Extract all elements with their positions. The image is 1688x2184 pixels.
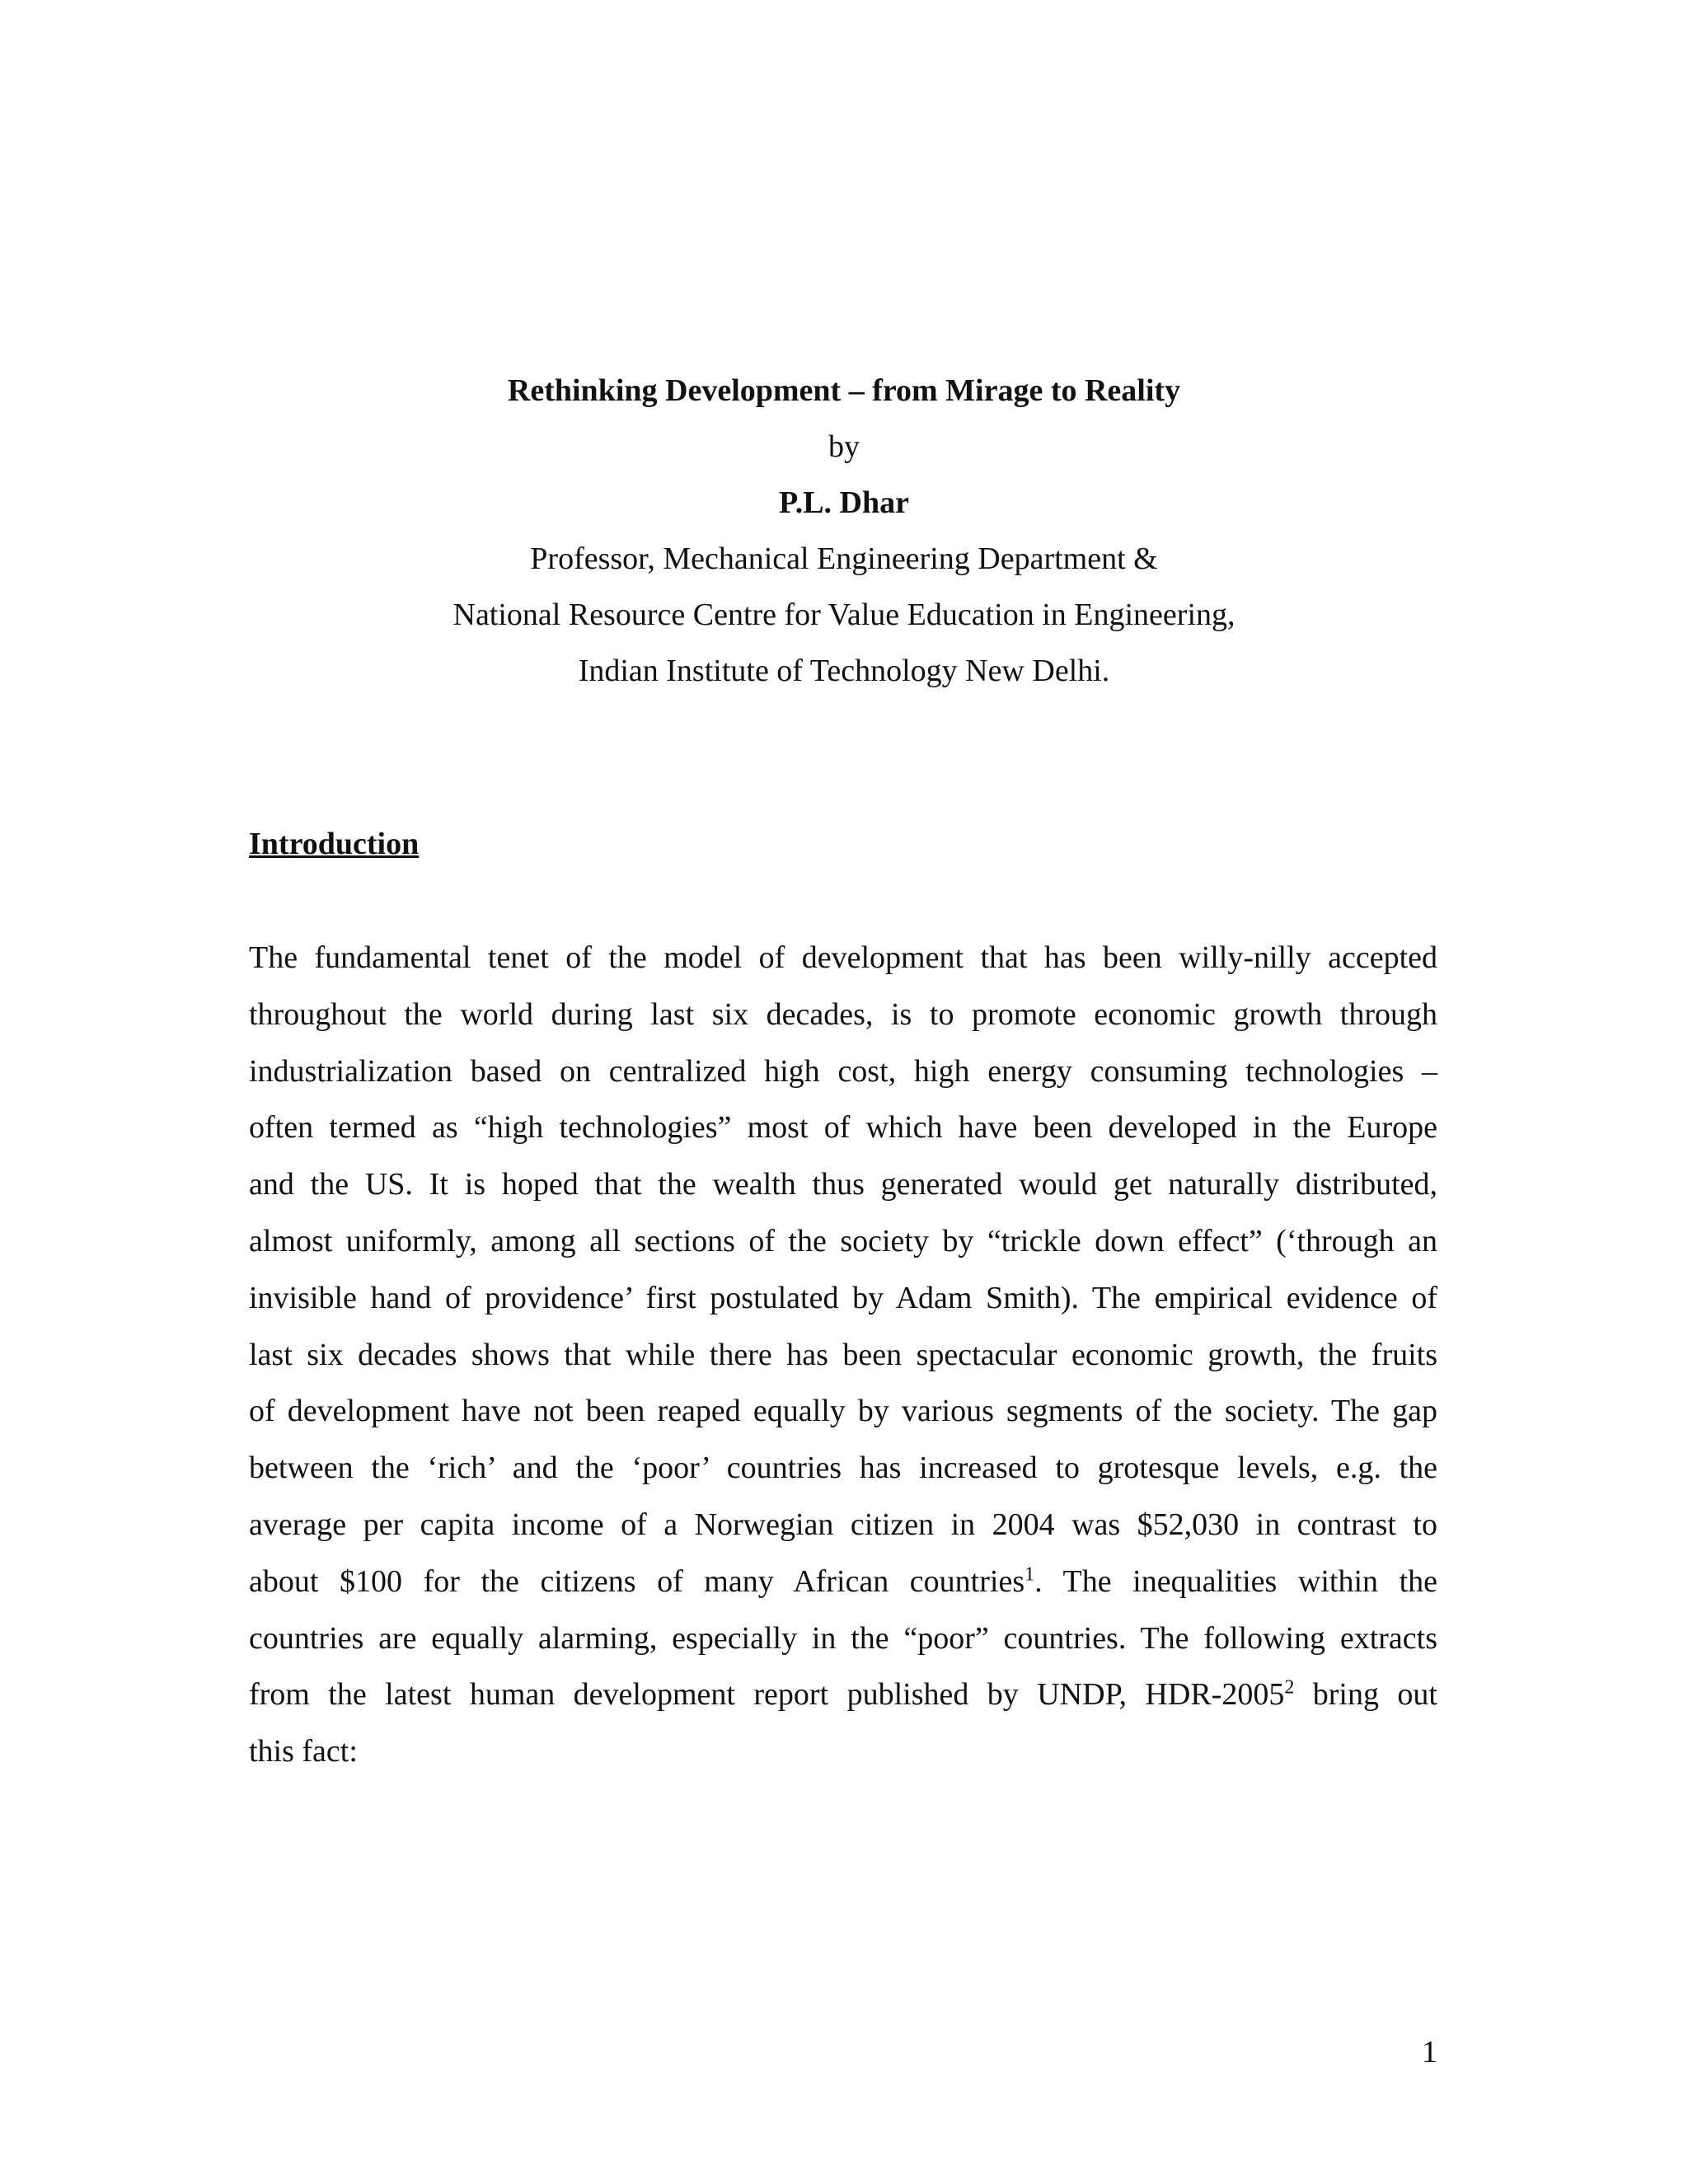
- paragraph-line: industrialization based on centralized high cost, high energy consuming technologies –: [249, 1053, 1437, 1089]
- author-affiliation-line-1: Professor, Mechanical Engineering Department &: [530, 541, 1158, 576]
- author-name: P.L. Dhar: [778, 485, 909, 520]
- paragraph-text: . The inequalities within the: [1034, 1563, 1438, 1599]
- paragraph-line: often termed as “high technologies” most of which have been developed in the Europe: [249, 1110, 1437, 1146]
- paragraph-line: throughout the world during last six decades, is to promote economic growth through: [249, 996, 1437, 1032]
- author-affiliation-line-2: National Resource Centre for Value Education in Engineering,: [452, 598, 1236, 632]
- paragraph-line: average per capita income of a Norwegian citizen in 2004 was $52,030 in contrast to: [249, 1507, 1437, 1542]
- title-block: [0, 363, 1688, 699]
- footnote-reference-1[interactable]: 1: [1025, 1563, 1035, 1586]
- paragraph-line: last six decades shows that while there has been spectacular economic growth, the fruits: [249, 1337, 1437, 1372]
- paragraph-text: bring out: [1294, 1677, 1437, 1713]
- paragraph-line: this fact:: [249, 1734, 358, 1769]
- paragraph-line-with-footnote-2: [249, 1666, 1437, 1723]
- page-number: 1: [1422, 2035, 1437, 2069]
- paragraph-line-with-footnote-1: [249, 1554, 1437, 1610]
- paragraph-line: of development have not been reaped equally by various segments of the society. The gap: [249, 1394, 1437, 1429]
- footnote-reference-2[interactable]: 2: [1284, 1676, 1295, 1699]
- paragraph-line: and the US. It is hoped that the wealth thus generated would get naturally distributed,: [249, 1167, 1437, 1202]
- document-title: Rethinking Development – from Mirage to Reality: [507, 373, 1181, 408]
- paragraph-line: between the ‘rich’ and the ‘poor’ countries has increased to grotesque levels, e.g. the: [249, 1451, 1437, 1486]
- paragraph-text: about $100 for the citizens of many African countries: [249, 1563, 1025, 1599]
- section-heading-introduction: Introduction: [249, 827, 420, 861]
- paragraph-text: from the latest human development report published by UNDP, HDR-2005: [249, 1677, 1285, 1713]
- byline-by: by: [828, 429, 860, 464]
- paragraph-line: countries are equally alarming, especially in the “poor” countries. The following extracts: [249, 1620, 1437, 1656]
- paragraph-line: invisible hand of providence’ first postulated by Adam Smith). The empirical evidence of: [249, 1280, 1437, 1315]
- introduction-paragraph: [249, 930, 1437, 1780]
- paragraph-line: The fundamental tenet of the model of development that has been willy-nilly accepted: [249, 940, 1437, 975]
- author-affiliation-line-3: Indian Institute of Technology New Delhi.: [578, 654, 1110, 688]
- paragraph-line: almost uniformly, among all sections of the society by “trickle down effect” (‘through an: [249, 1223, 1437, 1258]
